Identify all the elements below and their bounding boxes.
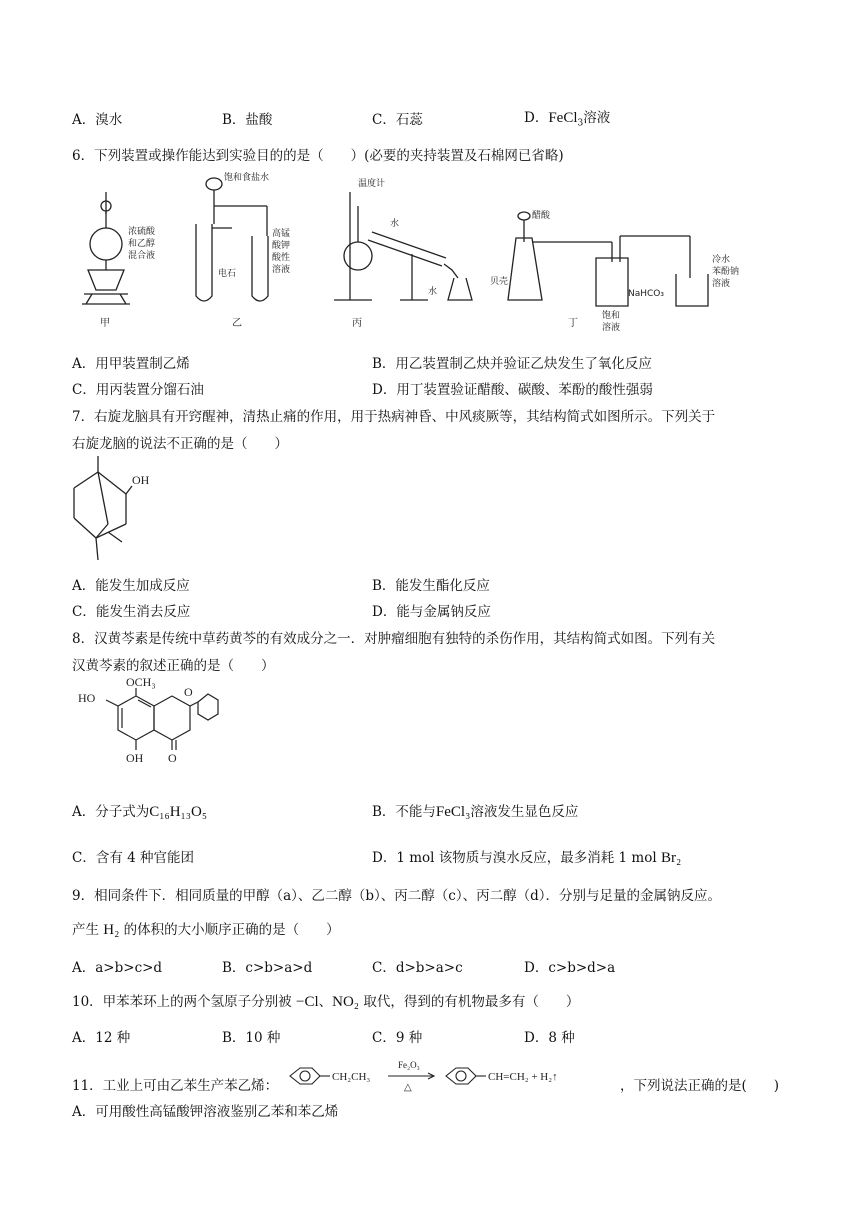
option-suffix: 溶液 [583,110,611,126]
q5-option-b: B．盐酸 [222,112,273,128]
fig-label: 水 [390,219,400,229]
q5-option-a: A．溴水 [72,112,123,128]
q5-option-d [524,106,610,129]
q9-option-b: B．c>b>a>d [222,960,313,976]
fig-label: 酸性 [272,253,291,263]
fig-label: 浓硫酸 [128,227,156,237]
q11-stem-pre: 11．工业上可由乙苯生产苯乙烯： [72,1078,279,1094]
o-label: O [184,685,193,699]
q7-option-d: D．能与金属钠反应 [372,604,491,620]
fig-caption: 丙 [352,318,362,329]
heat-label: △ [404,1082,412,1093]
option-label: D． [524,110,549,126]
fig-label: 混合液 [128,251,156,261]
fig-caption: 甲 [100,318,110,329]
q9-stem-line2 [72,918,340,939]
fig-label: 溶液 [712,279,731,289]
option-suffix: 溶液发生显色反应 [470,804,579,820]
fig-caption: 丁 [568,318,578,329]
option-label: D．1 mol 该物质与溴水反应，最多消耗 1 mol [372,850,657,866]
fig-label: 温度计 [358,179,386,189]
q10-option-c: C．9 种 [372,1030,423,1046]
fig-label: 电石 [218,269,237,279]
q10-option-b: B．10 种 [222,1030,281,1046]
q6-stem: 6．下列装置或操作能达到实验目的的是（ ）(必要的夹持装置及石棉网已省略) [72,148,564,164]
apparatus-yi [196,178,268,301]
fig-label: 水 [428,287,438,297]
q9-option-d: D．c>b>d>a [524,960,616,976]
fig-label: 饱和食盐水 [224,173,270,183]
fig-label: 和乙醇 [128,239,156,249]
option-label: B．不能与 [372,804,436,820]
catalyst-label: Fe₂O₃ [398,1060,420,1070]
apparatus-ding [508,212,708,306]
oh-label: OH [132,473,150,487]
stem-text: 取代，得到的有机物最多有（ ） [363,994,580,1010]
q5-option-c: C．石蕊 [372,112,423,128]
q10-option-d: D．8 种 [524,1030,575,1046]
apparatus-jia [82,192,130,304]
q11-option-a: A．可用酸性高锰酸钾溶液鉴别乙苯和苯乙烯 [72,1104,339,1120]
chem-formula: FeCl₃ [435,804,471,820]
fig-label: 高锰 [272,229,291,239]
q7-option-b: B．能发生酯化反应 [372,578,490,594]
stem-text: 的体积的大小顺序正确的是（ ） [123,922,340,938]
fig-label: 酸钾 [272,241,291,251]
q6-option-d: D．用丁装置验证醋酸、碳酸、苯酚的酸性强弱 [372,382,653,398]
stem-text: 10．甲苯苯环上的两个氢原子分别被 [72,994,292,1010]
chem-formula: FeCl [548,110,578,126]
chem-formula: −Cl [295,994,319,1010]
chem-formula: H₂ [103,922,120,938]
q10-option-a: A．12 种 [72,1030,131,1046]
q8-stem-line2: 汉黄芩素的叙述正确的是（ ） [72,658,275,674]
q11-stem-post: ，下列说法正确的是( ) [620,1078,780,1094]
stem-text: 、 [318,994,333,1010]
fig-label: NaHCO₃ [628,289,664,299]
q8-option-b [372,800,578,821]
fig-label: 冷水 [712,255,731,265]
fig-label: 苯酚钠 [712,267,740,277]
och3-label: OCH₃ [126,676,156,689]
apparatus-bing [334,192,472,300]
ho-label: HO [78,691,96,705]
q6-apparatus-figure [72,166,772,342]
q9-stem-line1: 9．相同条件下．相同质量的甲醇（a）、乙二醇（b）、丙二醇（c）、丙二醇（d）．分别与足量的金属钠反应。 [72,888,721,904]
product-label: CH=CH₂ + H₂↑ [488,1071,558,1083]
subscript: 3 [577,118,584,129]
q7-stem-line2: 右旋龙脑的说法不正确的是（ ） [72,436,288,452]
q9-option-a: A．a>b>c>d [72,960,163,976]
q10-stem [72,990,579,1011]
wogonin-structure [72,676,222,786]
chem-formula: Br₂ [660,850,682,866]
o-label: O [168,751,177,765]
fig-label: 溶液 [602,323,621,333]
borneol-structure [72,454,192,566]
q6-option-c: C．用丙装置分馏石油 [72,382,204,398]
fig-label: 饱和 [602,311,621,321]
fig-label: 溶液 [272,265,291,275]
q6-option-b: B．用乙装置制乙炔并验证乙炔发生了氧化反应 [372,356,652,372]
q8-option-d [372,846,681,867]
oh-label: OH [126,751,144,765]
q8-option-a [72,800,207,821]
chem-formula: C₁₆H₁₃O₅ [149,804,208,820]
q7-stem-line1: 7．右旋龙脑具有开窍醒神，清热止痛的作用，用于热病神昏、中风痰厥等，其结构简式如图所示。下列关于 [72,409,716,425]
q7-option-a: A．能发生加成反应 [72,578,190,594]
q8-stem-line1: 8．汉黄芩素是传统中草药黄芩的有效成分之一．对肿瘤细胞有独特的杀伤作用，其结构简式如图。下列有关 [72,631,716,647]
q7-option-c: C．能发生消去反应 [72,604,191,620]
fig-caption: 乙 [232,318,242,329]
reactant-label: CH₂CH₃ [332,1071,371,1083]
q11-reaction-equation [280,1052,620,1094]
q9-option-c: C．d>b>a>c [372,960,463,976]
q6-option-a: A．用甲装置制乙烯 [72,356,190,372]
fig-label: 贝壳 [490,277,509,287]
chem-formula: NO₂ [332,994,360,1010]
fig-label: 醋酸 [532,211,551,221]
option-label: A．分子式为 [72,804,150,820]
stem-text: 产生 [72,922,99,938]
q8-option-c: C．含有 4 种官能团 [72,850,195,866]
